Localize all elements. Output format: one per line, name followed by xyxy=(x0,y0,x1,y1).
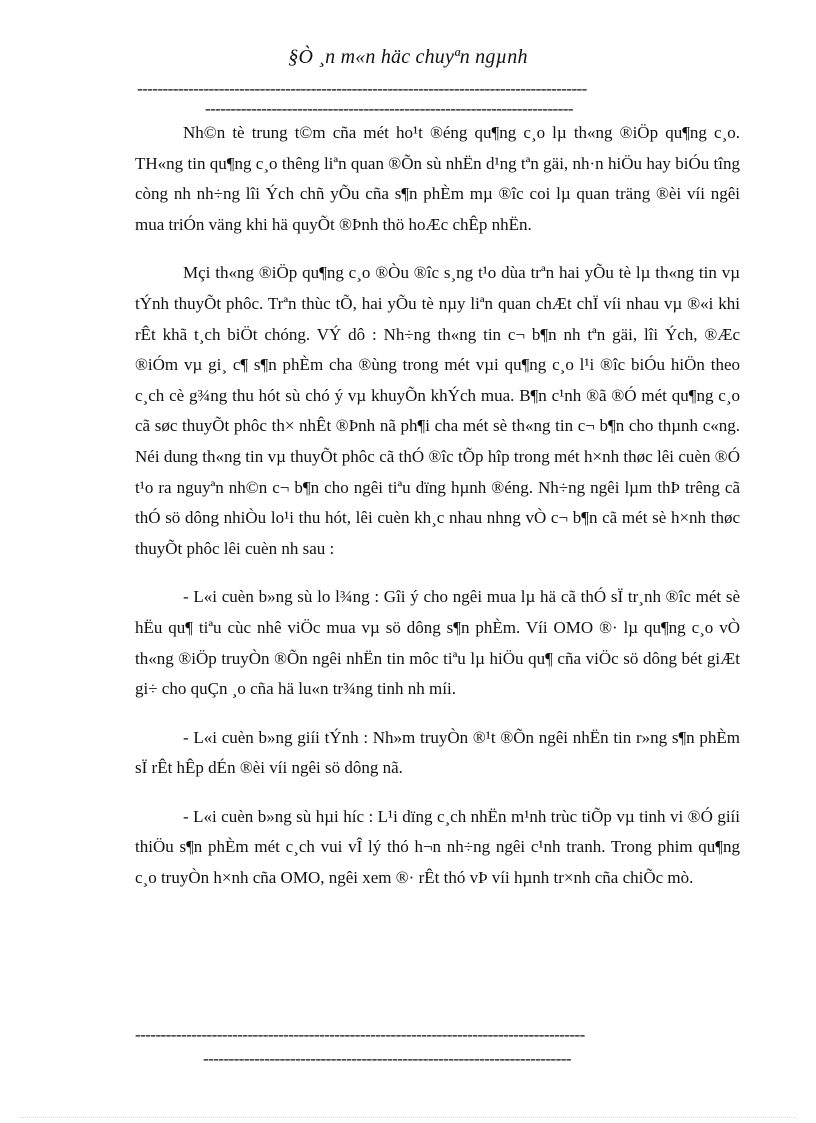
document-body xyxy=(135,118,740,912)
paragraph-appeal-humor: - L«i cuèn b»ng sù hµi híc : L¹i dïng c¸ch nhËn m¹nh trùc tiÕp vµ tinh vi ®Ó giíi thiÖu s¶n phÈm mét c¸ch vui vÎ lý thó h¬n nh÷ng ngêi c¹nh tranh. Trong phim qu¶ng c¸o truyÒn h×nh cña OMO, ngêi xem ®· rÊt thó vÞ víi hµnh tr×nh cña chiÕc mò. xyxy=(135,806,740,888)
paragraph-appeal-fear: - L«i cuèn b»ng sù lo l¾ng : Gîi ý cho ngêi mua lµ hä cã thÓ sÏ tr¸nh ®îc mét sè hËu qu¶ tiªu cùc nhê viÖc mua vµ sö dông s¶n phÈm. Víi OMO ®· lµ qu¶ng c¸o vÒ th«ng ®iÖp truyÒn ®Õn ngêi nhËn tin môc tiªu lµ hiÖu qu¶ cña viÖc sö dông bét giÆt gi÷ cho quÇn ¸o cña hä lu«n tr¾ng tinh nh míi. xyxy=(135,587,740,699)
paragraph-message-elements: Mçi th«ng ®iÖp qu¶ng c¸o ®Òu ®îc s¸ng t¹o dùa trªn hai yÕu tè lµ th«ng tin vµ tÝnh thuyÕt phôc. Trªn thùc tÕ, hai yÕu tè nµy liªn quan chÆt chÏ víi nhau vµ ®«i khi rÊt khã t¸ch biÖt chóng. VÝ dô : Nh÷ng th«ng tin c¬ b¶n nh tªn gäi, lîi Ých, ®Æc ®iÓm vµ gi¸ c¶ s¶n phÈm cha ®ùng trong mét vµi qu¶ng c¸o l¹i ®îc biÓu hiÖn theo c¸ch cè g¾ng thu hót sù chó ý vµ khuyÕn khÝch mua. B¶n c¹nh ®ã ®Ó mét qu¶ng c¸o cã søc thuyÕt phôc th× nhÊt ®Þnh nã ph¶i cha mét sè th«ng tin c¬ b¶n cho thµnh c«ng. Néi dung th«ng tin vµ thuyÕt phôc cã thÓ ®îc tÕp hîp trong mét h×nh thøc lêi cuèn ®Ó t¹o ra nguyªn nh©n c¬ b¶n cho ngêi tiªu dïng hµnh ®éng. Nh÷ng ngêi lµm thÞ trêng cã thÓ sö dông nhiÒu lo¹i thu hót, lêi cuèn kh¸c nhau nhng vÒ c¬ b¶n cã mét sè h×nh thøc thuyÕt phôc lêi cuèn nh sau : xyxy=(135,263,740,558)
page-bottom-dotted-border xyxy=(20,1117,796,1118)
paragraph-intro: Nh©n tè trung t©m cña mét ho¹t ®éng qu¶ng c¸o lµ th«ng ®iÖp qu¶ng c¸o. TH«ng tin qu¶ng c¸o thêng liªn quan ®Õn sù nhËn d¹ng tªn gäi, nh·n hiÖu hay biÓu tîng còng nh nh÷ng lîi Ých chñ yÕu cña s¶n phÈm mµ ®îc coi lµ quan träng ®èi víi ngêi mua triÓn väng khi hä quyÕt ®Þnh thö hoÆc chÊp nhËn. xyxy=(135,123,740,234)
footer-rule-line-1: ---------------------------------------------------------------------------------------- xyxy=(135,1026,585,1043)
paragraph-appeal-sex: - L«i cuèn b»ng giíi tÝnh : Nh»m truyÒn ®¹t ®Õn ngêi nhËn tin r»ng s¶n phÈm sÏ rÊt hÊp dÉn ®èi víi ngêi sö dông nã. xyxy=(135,727,740,778)
header-rule-line-2: ------------------------------------------------------------------------ xyxy=(205,100,574,117)
page-header-title: §Ò ¸n m«n häc chuyªn ngµnh xyxy=(288,46,528,68)
header-rule-line-1: ---------------------------------------------------------------------------------------- xyxy=(137,80,587,97)
footer-rule-line-2: ------------------------------------------------------------------------ xyxy=(203,1050,572,1067)
